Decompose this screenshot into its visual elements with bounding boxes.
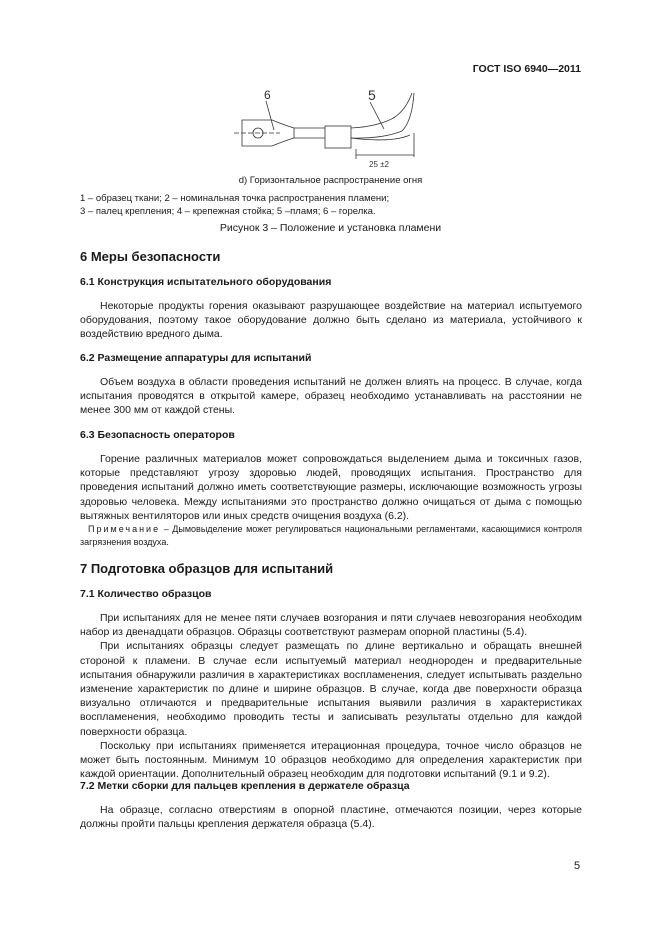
figure-dimension: 25 ±2 [369,160,389,169]
figure-caption: Рисунок 3 – Положение и установка пламени [219,222,442,234]
section-7-1-title: 7.1 Количество образцов [80,588,212,600]
s71-paragraph-3: Поскольку при испытаниях применяется итерационная процедура, точное число образцов не может быть постоянным. Минимум 10 образцов необходимо для определения характеристик при каждой ориентации. Дополнительный образец необходим для подготовки испытаний (9.1 и 9.2). [80,739,582,781]
section-6-3-text: Горение различных материалов может сопровождаться выделением дыма и токсичных газов, которые представляют угрозу здоровью людей, проводящих испытания. Пространство для проведения испытаний должно иметь соответствующие размеры, исключающие возможность угрозы здоровью человека. Между испытаниями это пространство должно очищаться от дыма с помощью вытяжных вентиляторов или иных средств очищения воздуха (6.2). [80,453,582,522]
s71-paragraph-2: При испытаниях образцы следует размещать по длине вертикально и обращать внешней стороной к пламени. В случае если испытуемый материал неоднороден и предварительные испытания обнаружили различия в характеристиках воспламенения, следует испытывать раздельно изменение характеристик по длине и ширине образцов. В случае, когда две поверхности образца визуально отличаются и предварительные испытания выявили различия в характеристиках воспламенения, необходимо проводить тесты и записывать результаты отдельно для каждой поверхности образца. [80,640,582,738]
section-6-2-text: Объем воздуха в области проведения испытаний не должен влиять на процесс. В случае, когда испытания проводятся в открытой камере, образец необходимо устанавливать на расстоянии не менее 300 мм от каждой стены. [80,376,582,417]
section-7-2-title: 7.2 Метки сборки для пальцев крепления в держателе образца [80,780,410,792]
figure-subcaption: d) Горизонтальное распространение огня [238,175,423,186]
figure-legend-line1: 1 – образец ткани; 2 – номинальная точка распространения пламени; [80,193,390,204]
s71-paragraph-1: При испытаниях для не менее пяти случаев возгорания и пяти случаев невозгорания необходим набор из двенадцати образцов. Образцы соответствуют размерам опорной пластины (5.4). [80,612,582,639]
section-6-3-title: 6.3 Безопасность операторов [80,429,235,441]
note-label: Примечание [88,524,161,534]
figure-label-5: 5 [368,87,376,103]
figure-label-6: 6 [264,88,271,102]
section-7-2-text: На образце, согласно отверстиям в опорной пластине, отмечаются позиции, через которые должны пройти пальцы крепления держателя образца (5.4). [80,804,582,831]
section-7-title: 7 Подготовка образцов для испытаний [80,561,334,576]
flame-diagram [232,83,422,171]
section-6-1-title: 6.1 Конструкция испытательного оборудования [80,276,332,288]
note-text: – Дымовыделение может регулироваться национальными регламентами, касающимися контроля загрязнения воздуха. [80,524,582,547]
section-6-1-text: Некоторые продукты горения оказывают разрушающее воздействие на материал испытуемого оборудования, поэтому такое оборудование должно быть сделано из материала, устойчивого к воздействию вредного дыма. [80,300,582,341]
section-6-title: 6 Меры безопасности [80,249,221,264]
page-number: 5 [574,860,581,872]
document-header: ГОСТ ISO 6940—2011 [472,63,581,75]
section-6-2-title: 6.2 Размещение аппаратуры для испытаний [80,352,312,364]
figure-legend-line2: 3 – палец крепления; 4 – крепежная стойка; 5 –пламя; 6 – горелка. [80,206,376,217]
section-7-1-text [80,611,582,781]
note [80,523,582,549]
